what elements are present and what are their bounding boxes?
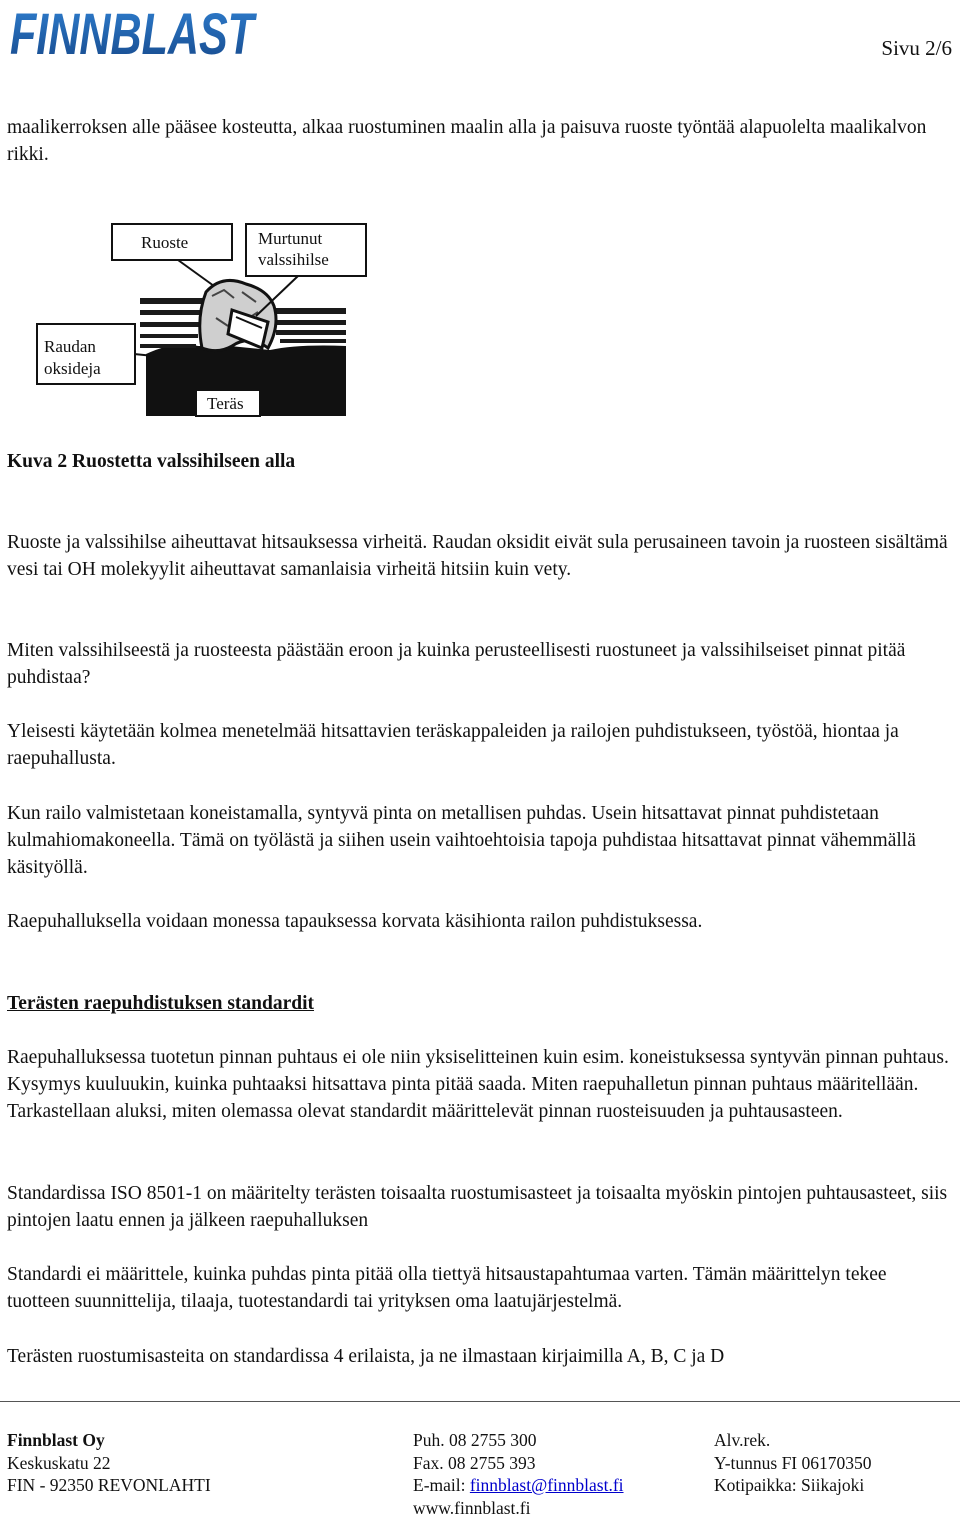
- footer-email-link[interactable]: finnblast@finnblast.fi: [470, 1475, 624, 1495]
- label-steel: Teräs: [207, 394, 244, 413]
- page-number: Sivu 2/6: [881, 36, 952, 61]
- logo-text: FINNBLAST: [10, 2, 257, 67]
- mill-scale-layer: [140, 322, 200, 327]
- mill-scale-layer: [140, 334, 198, 338]
- paragraph-question: Miten valssihilseestä ja ruosteesta päästään eroon ja kuinka perusteellisesti ruostuneet ja valssihilseiset pinnat pitää puhdistaa?: [7, 637, 953, 691]
- paragraph-methods: Yleisesti käytetään kolmea menetelmää hitsattavien teräskappaleiden ja railojen puhdistukseen, työstöä, hiontaa ja raepuhallusta.: [7, 718, 953, 772]
- footer-address: [7, 1429, 211, 1497]
- footer-email-row: [413, 1474, 624, 1497]
- paragraph-rust-grades: Terästen ruostumisasteita on standardissa 4 erilaista, ja ne ilmastaan kirjaimilla A, B, C ja D: [7, 1343, 953, 1370]
- paragraph-cleanliness: Raepuhalluksessa tuotetun pinnan puhtaus ei ole niin yksiselitteinen kuin esim. koneistuksessa syntyvän pinnan puhtaus. Kysymys kuuluukin, kuinka puhtaaksi hitsattava pinta pitää saada. Miten raepuhalletun pinnan puhtaus määritellään. Tarkastellaan aluksi, miten olemassa olevat standardit määrittelevät pinnan ruosteisuuden ja puhtausasteen.: [7, 1044, 953, 1125]
- figure-caption: Kuva 2 Ruostetta valssihilseen alla: [7, 448, 953, 475]
- leader-line: [178, 260, 214, 286]
- mill-scale-layer: [140, 298, 206, 304]
- mill-scale-layer: [268, 308, 346, 314]
- paragraph-welding-defects: Ruoste ja valssihilse aiheuttavat hitsauksessa virheitä. Raudan oksidit eivät sula perusaineen tavoin ja ruosteen sisältämä vesi tai OH molekyylit aiheuttavat samanlaisia virheitä hitsiin kuin vety.: [7, 529, 953, 583]
- intro-paragraph: maalikerroksen alle pääsee kosteutta, alkaa ruostuminen maalin alla ja paisuva ruoste työntää alapuolelta maalikalvon rikki.: [7, 114, 953, 168]
- footer-fax: Fax. 08 2755 393: [413, 1452, 624, 1475]
- mill-scale-layer: [276, 330, 346, 335]
- footer-website[interactable]: www.finnblast.fi: [413, 1497, 624, 1519]
- paragraph-iso-standard: Standardissa ISO 8501-1 on määritelty terästen toisaalta ruostumisasteet ja toisaalta myöskin pintojen puhtausasteet, siis pintojen laatu ennen ja jälkeen raepuhalluksen: [7, 1180, 953, 1234]
- paragraph-blasting: Raepuhalluksella voidaan monessa tapauksessa korvata käsihionta railon puhdistuksessa.: [7, 908, 953, 935]
- mill-scale-layer: [272, 320, 346, 325]
- mill-scale-layer: [280, 339, 346, 343]
- paragraph-machining: Kun railo valmistetaan koneistamalla, syntyvä pinta on metallisen puhdas. Usein hitsattavat pinnat puhdistetaan kulmahiomakoneella. Tämä on työlästä ja siihen usein vaihtoehtoisia tapoja puhdistaa hitsattavat pinnat vähemmällä käsityöllä.: [7, 800, 953, 881]
- footer-postal: FIN - 92350 REVONLAHTI: [7, 1474, 211, 1497]
- section-heading: Terästen raepuhdistuksen standardit: [7, 990, 953, 1017]
- rust-under-mill-scale-figure: [36, 222, 370, 417]
- footer-company: Finnblast Oy: [7, 1429, 211, 1452]
- footer-email-label: E-mail:: [413, 1475, 470, 1495]
- footer-contact: [413, 1429, 624, 1519]
- footer-domicile: Kotipaikka: Siikajoki: [714, 1474, 872, 1497]
- footer-vat: Alv.rek.: [714, 1429, 872, 1452]
- paragraph-definition: Standardi ei määrittele, kuinka puhdas pinta pitää olla tiettyä hitsaustapahtumaa varten. Tämän määrittelyn tekee tuotteen suunnittelija, tilaaja, tuotestandardi tai yrityksen oma laatujärjestelmä.: [7, 1261, 953, 1315]
- mill-scale-layer: [140, 344, 196, 348]
- label-broken-mill-scale-1: Murtunut: [258, 229, 323, 248]
- label-broken-mill-scale-2: valssihilse: [258, 250, 329, 269]
- footer-street: Keskuskatu 22: [7, 1452, 211, 1475]
- mill-scale-layer: [140, 310, 202, 315]
- finnblast-logo: [8, 2, 258, 60]
- footer-business-id: Y-tunnus FI 06170350: [714, 1452, 872, 1475]
- label-rust: Ruoste: [141, 233, 188, 252]
- footer-divider: [0, 1401, 960, 1402]
- label-iron-oxides-2: oksideja: [44, 359, 101, 378]
- footer-phone: Puh. 08 2755 300: [413, 1429, 624, 1452]
- label-iron-oxides-1: Raudan: [44, 337, 96, 356]
- footer-registration: [714, 1429, 872, 1497]
